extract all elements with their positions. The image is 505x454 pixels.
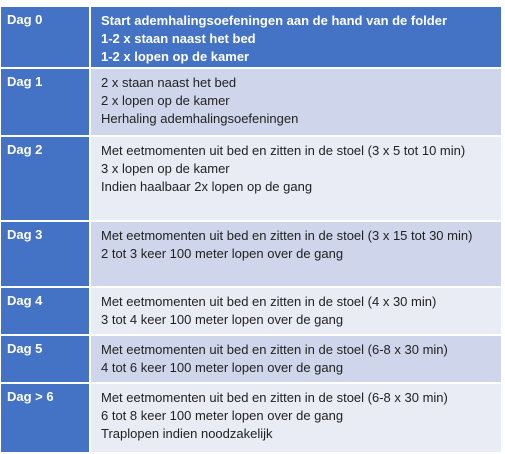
day-cell: Dag 5: [1, 336, 91, 382]
day-cell: Dag 2: [1, 137, 91, 220]
table-row-dag-6-plus: [1, 384, 501, 454]
activity-cell: [91, 7, 501, 67]
activity-line: Met eetmomenten uit bed en zitten in de stoel (3 x 15 tot 30 min): [101, 228, 473, 243]
activity-line: 6 tot 8 keer 100 meter lopen over de gang: [101, 408, 344, 423]
day-cell: Dag 3: [1, 222, 91, 286]
activity-line: Met eetmomenten uit bed en zitten in de stoel (4 x 30 min): [101, 294, 437, 309]
activity-line: 3 tot 4 keer 100 meter lopen over de gang: [101, 312, 344, 327]
activity-line: Met eetmomenten uit bed en zitten in de stoel (6-8 x 30 min): [101, 390, 448, 405]
activity-line: Met eetmomenten uit bed en zitten in de stoel (6-8 x 30 min): [101, 342, 448, 357]
table-row-dag-4: [1, 288, 501, 336]
activity-line: 1-2 x lopen op de kamer: [101, 49, 250, 64]
activity-line: Traplopen indien noodzakelijk: [101, 426, 273, 441]
table-row-dag-3: [1, 222, 501, 288]
day-cell: Dag 0: [1, 7, 91, 67]
table-row-dag-5: [1, 336, 501, 384]
activity-cell: [91, 69, 501, 135]
day-cell: Dag 1: [1, 69, 91, 135]
activity-cell: [91, 288, 501, 334]
activity-line: Indien haalbaar 2x lopen op de gang: [101, 179, 313, 194]
activity-line: Start ademhalingsoefeningen aan de hand van de folder: [101, 13, 448, 28]
activity-line: 4 tot 6 keer 100 meter lopen over de gang: [101, 360, 344, 375]
activity-cell: [91, 137, 501, 220]
activity-line: Met eetmomenten uit bed en zitten in de stoel (3 x 5 tot 10 min): [101, 143, 466, 158]
day-cell: Dag 4: [1, 288, 91, 334]
day-cell: Dag > 6: [1, 384, 91, 452]
activity-line: 2 x lopen op de kamer: [101, 93, 230, 108]
activity-line: 3 x lopen op de kamer: [101, 161, 230, 176]
table-row-dag-2: [1, 137, 501, 222]
table-row-dag-0: [1, 7, 501, 69]
activity-line: 2 x staan naast het bed: [101, 75, 237, 90]
activity-line: 1-2 x staan naast het bed: [101, 31, 256, 46]
schedule-table: [1, 7, 501, 454]
activity-line: 2 tot 3 keer 100 meter lopen over de gang: [101, 246, 344, 261]
activity-cell: [91, 222, 501, 286]
activity-cell: [91, 336, 501, 382]
activity-line: Herhaling ademhalingsoefeningen: [101, 111, 299, 126]
activity-cell: [91, 384, 501, 452]
table-row-dag-1: [1, 69, 501, 137]
